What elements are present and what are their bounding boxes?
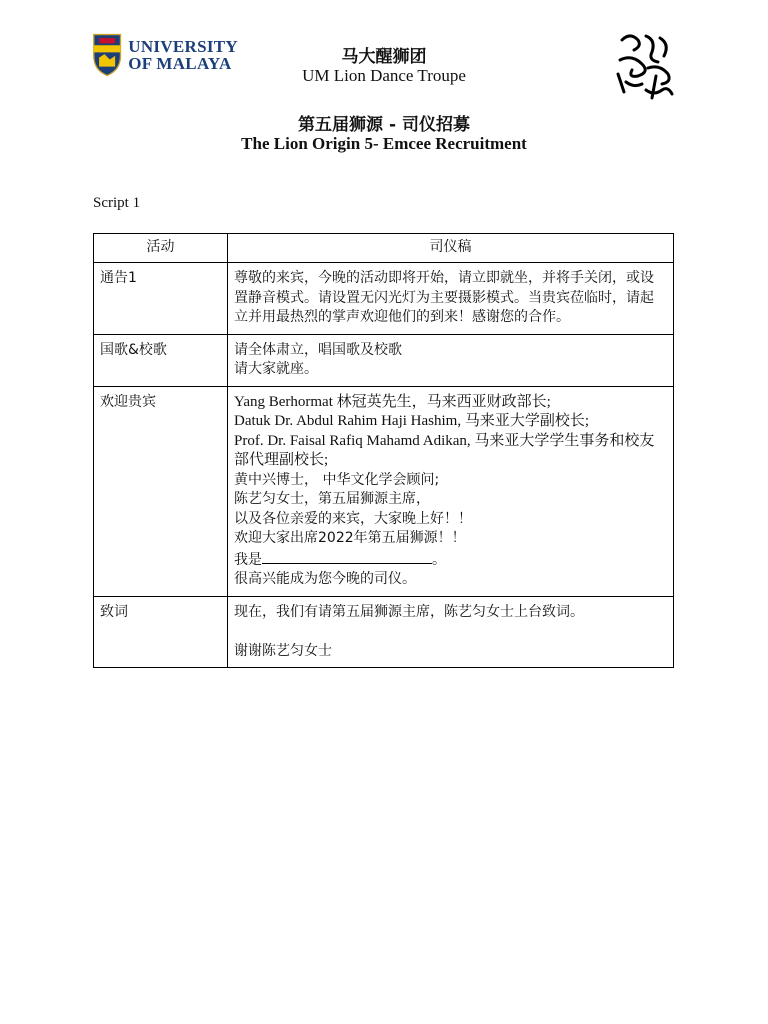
script-line: 欢迎大家出席2022年第五届狮源！！ xyxy=(234,530,466,546)
activity-cell: 致词 xyxy=(94,596,228,668)
script-cell xyxy=(228,386,674,596)
script-line: 请全体肃立，唱国歌及校歌 xyxy=(234,341,402,358)
table-row xyxy=(94,263,674,335)
table-header-row xyxy=(94,234,674,263)
script-line: Datuk Dr. Abdul Rahim Haji Hashim, 马来亚大学副校长; xyxy=(234,413,589,429)
event-title-en: The Lion Origin 5- Emcee Recruitment xyxy=(241,134,527,153)
script-cell xyxy=(228,263,674,335)
activity-cell: 欢迎贵宾 xyxy=(94,386,228,596)
name-blank-line xyxy=(262,549,432,564)
activity-cell: 国歌&校歌 xyxy=(94,334,228,386)
event-title-cn: 第五届狮源 - 司仪招募 xyxy=(298,115,470,135)
table-row xyxy=(94,596,674,668)
script-label: Script 1 xyxy=(93,195,141,211)
header-script: 司仪稿 xyxy=(228,234,674,263)
script-cell xyxy=(228,334,674,386)
activity-cell: 通告1 xyxy=(94,263,228,335)
header-activity: 活动 xyxy=(94,234,228,263)
script-line: 谢谢陈艺匀女士 xyxy=(234,642,332,659)
script-line-empty xyxy=(234,622,667,642)
table-row xyxy=(94,334,674,386)
script-line: 很高兴能成为您今晚的司仪。 xyxy=(234,571,416,587)
script-line: 现在，我们有请第五届狮源主席，陈艺匀女士上台致词。 xyxy=(234,603,584,620)
troupe-title-cn: 马大醒狮团 xyxy=(341,47,427,67)
script-line: Yang Berhormat 林冠英先生，马来西亚财政部长; xyxy=(234,393,551,410)
script-line: 黄中兴博士， 中华文化学会顾问; xyxy=(234,471,440,488)
table-row xyxy=(94,386,674,596)
name-prefix: 我是 xyxy=(234,551,262,568)
script-line: 尊敬的来宾，今晚的活动即将开始，请立即就坐，并将手关闭，或设置静音模式。请设置无闪光灯为主要摄影模式。当贵宾莅临时，请起立并用最热烈的掌声欢迎他们的到来！感谢您的合作。 xyxy=(234,270,654,325)
name-suffix: 。 xyxy=(432,551,446,568)
script-line-name-blank xyxy=(234,549,667,571)
script-table xyxy=(93,233,674,668)
university-name-line2: OF MALAYA xyxy=(128,54,232,73)
script-line: 陈艺匀女士，第五届狮源主席， xyxy=(234,491,430,507)
script-line: 请大家就座。 xyxy=(234,361,318,377)
troupe-title-en: UM Lion Dance Troupe xyxy=(302,66,466,85)
script-line: 以及各位亲爱的来宾，大家晚上好！！ xyxy=(234,510,472,527)
script-cell xyxy=(228,596,674,668)
university-name-line1: UNIVERSITY xyxy=(128,37,238,56)
script-line: Prof. Dr. Faisal Rafiq Mahamd Adikan, 马来亚大学学生事务和校友部代理副校长; xyxy=(234,432,655,468)
